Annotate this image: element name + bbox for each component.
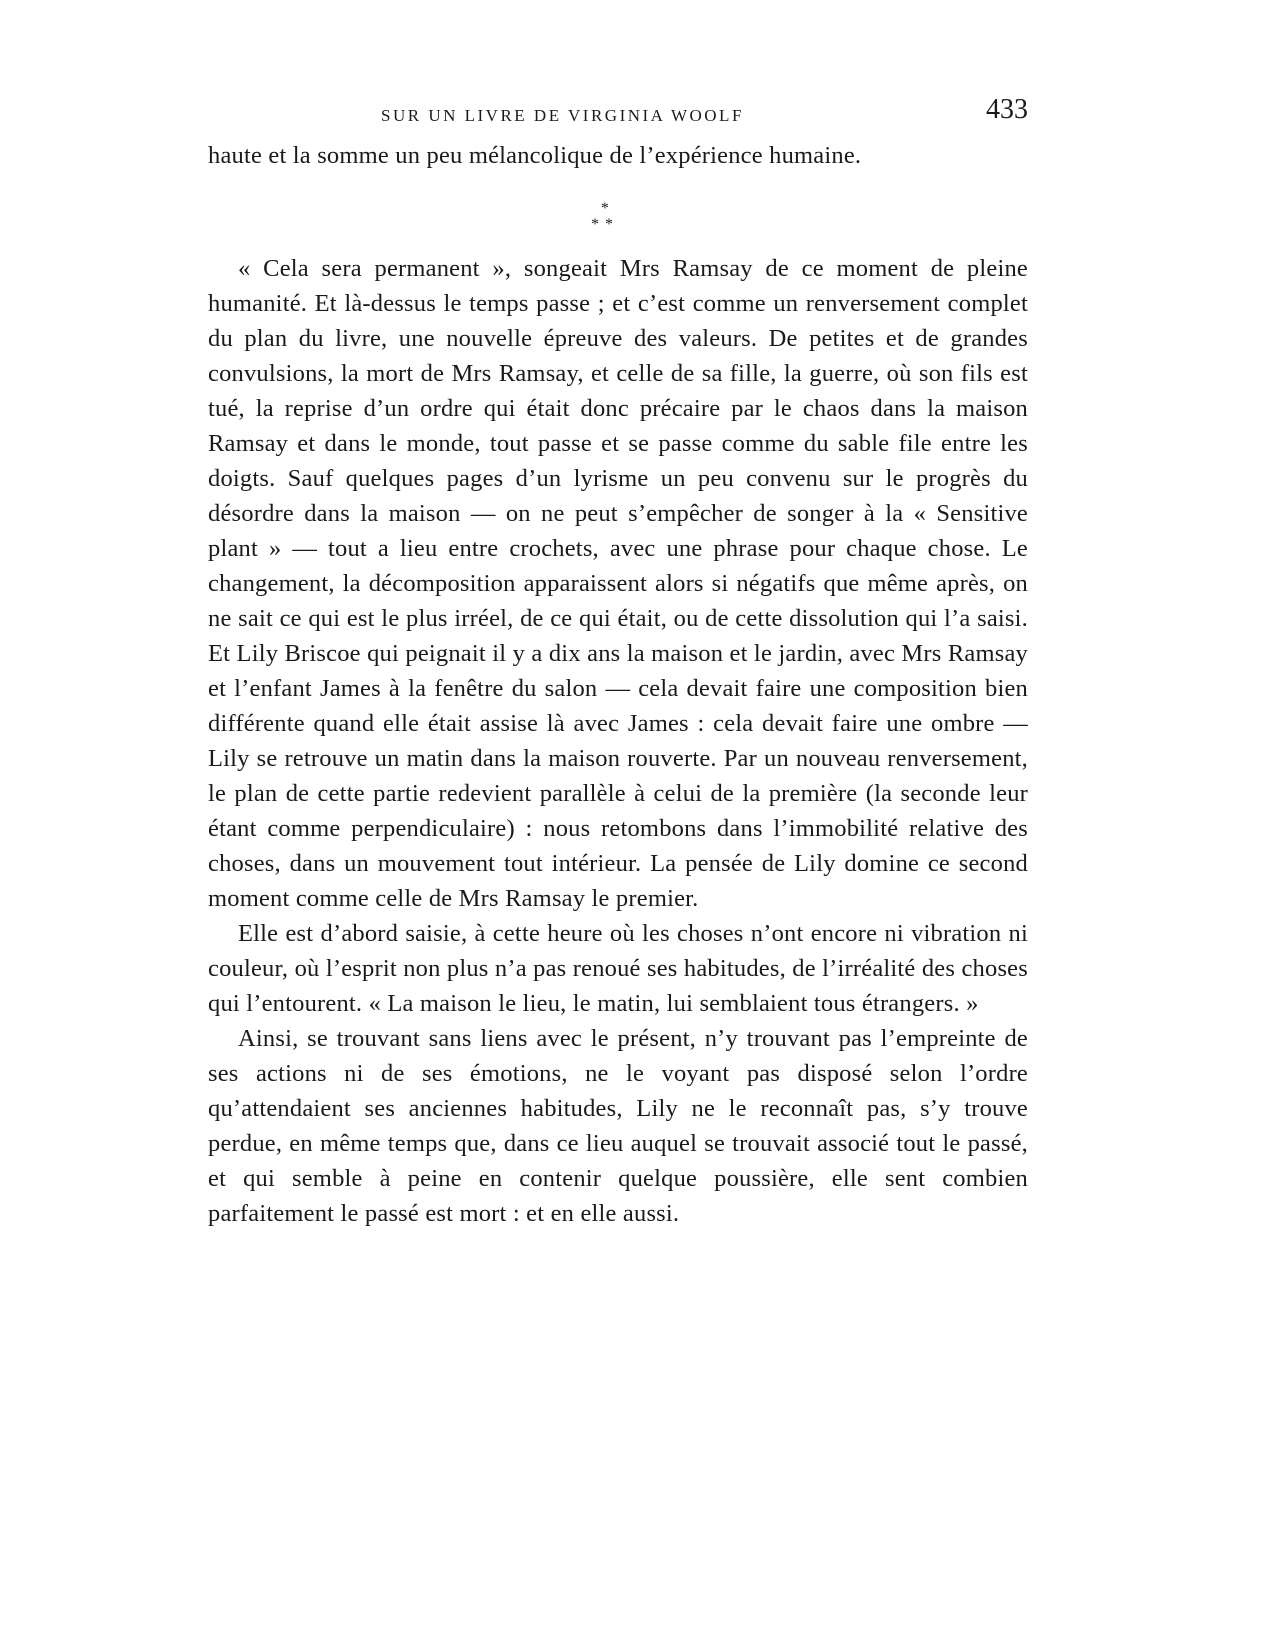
asterism-bottom: ** [591,216,619,233]
paragraph: « Cela sera permanent », songeait Mrs Ramsay de ce moment de pleine humanité. Et là-dessus le temps passe ; et c’est comme un renversement complet du plan du livre, une nouvelle épreuve des valeurs. De petites et de grandes convulsions, la mort de Mrs Ramsay, et celle de sa fille, la guerre, où son fils est tué, la reprise d’un ordre qui était donc précaire par le chaos dans la maison Ramsay et dans le monde, tout passe et se passe comme du sable file entre les doigts. Sauf quelques pages d’un lyrisme un peu convenu sur le progrès du désordre dans la maison — on ne peut s’empêcher de songer à la « Sensitive plant » — tout a lieu entre crochets, avec une phrase pour chaque chose. Le changement, la décomposition apparaissent alors si négatifs que même après, on ne sait ce qui est le plus irréel, de ce qui était, ou de cette dissolution qui l’a saisi. Et Lily Briscoe qui peignait il y a dix ans la maison et le jardin, avec Mrs Ramsay et l’enfant James à la fenêtre du salon — cela devait faire une composition bien différente quand elle était assise là avec James : cela devait faire une ombre — Lily se retrouve un matin dans la maison rouverte. Par un nouveau renversement, le plan de cette partie redevient parallèle à celui de la première (la seconde leur étant comme perpendiculaire) : nous retombons dans l’immobilité relative des choses, dans un mouvement tout intérieur. La pensée de Lily domine ce second moment comme celle de Mrs Ramsay le premier. [208,255,1028,912]
page-number: 433 [986,94,1028,125]
book-page [208,88,1028,1231]
section-break-asterism [182,173,1028,251]
running-title: SUR UN LIVRE DE VIRGINIA WOOLF [381,106,744,125]
paragraph: Elle est d’abord saisie, à cette heure où les choses n’ont encore ni vibration ni couleur, où l’esprit non plus n’a pas renoué ses habitudes, de l’irréalité des choses qui l’entourent. « La maison le lieu, le matin, lui semblaient tous étrangers. » [208,920,1028,1017]
paragraph-continuation: haute et la somme un peu mélancolique de l’expérience humaine. [208,142,862,169]
running-head [208,88,1028,138]
paragraph: Ainsi, se trouvant sans liens avec le présent, n’y trouvant pas l’empreinte de ses actions ni de ses émotions, ne le voyant pas disposé selon l’ordre qu’attendaient ses anciennes habitudes, Lily ne le reconnaît pas, s’y trouve perdue, en même temps que, dans ce lieu auquel se trouvait associé tout le passé, et qui semble à peine en contenir quelque poussière, elle sent combien parfaitement le passé est mort : et en elle aussi. [208,1025,1028,1227]
asterism-top: * [600,200,610,217]
body-text [208,138,1028,1231]
